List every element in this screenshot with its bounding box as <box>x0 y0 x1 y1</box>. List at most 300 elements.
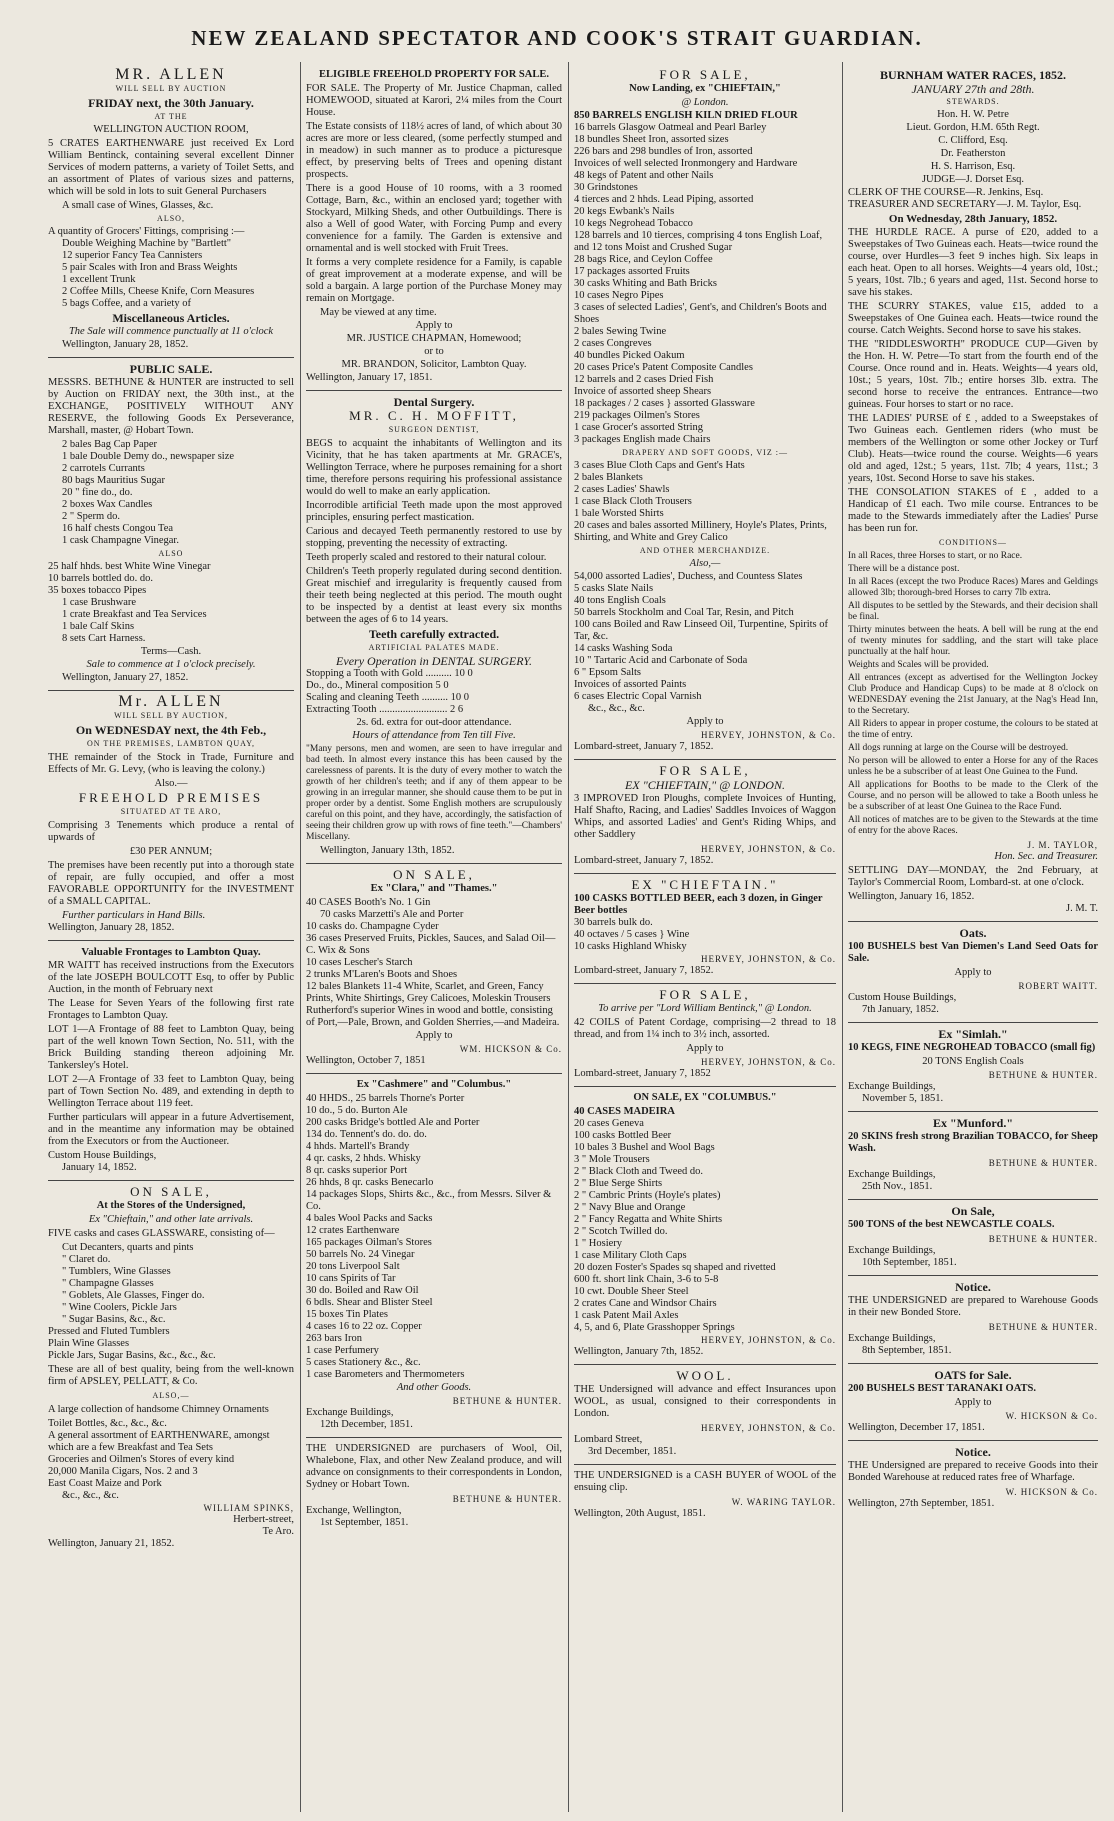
advert-cordage <box>574 984 836 1087</box>
advert-line: 10 do., 5 do. Burton Ale <box>306 1105 408 1116</box>
advert-date: November 5, 1851. <box>862 1093 944 1104</box>
advert-cash-buyer <box>574 1465 836 1526</box>
advert-contact: MR. BRANDON, Solicitor, Lambton Quay. <box>341 359 527 370</box>
advert-body: A large collection of handsome Chimney Ornaments <box>48 1404 269 1415</box>
advert-subhead: DRAPERY AND SOFT GOODS, VIZ :— <box>622 448 788 457</box>
advert-line: 1 excellent Trunk <box>62 274 136 285</box>
advert-signature: HERVEY, JOHNSTON, & Co. <box>701 1335 836 1345</box>
advert-body: The Lease for Seven Years of the following first rate Frontages to Lambton Quay. <box>48 998 294 1021</box>
advert-body: 10 KEGS, FINE NEGROHEAD TOBACCO (small fig) <box>848 1042 1096 1053</box>
advert-spinks <box>48 1181 294 1556</box>
advert-line: 3 " Mole Trousers <box>574 1154 650 1165</box>
advert-subhead: STEWARDS. <box>946 97 1000 106</box>
advert-line: 80 bags Mauritius Sugar <box>62 475 165 486</box>
advert-body: FOR SALE. The Property of Mr. Justice Chapman, called HOMEWOOD, situated at Karori, 2¼ miles from the Court House. <box>306 83 562 118</box>
advert-body: THE Undersigned are prepared to receive Goods into their Bonded Warehouse at reduced rates free of Wharfage. <box>848 1460 1098 1483</box>
advert-address: Custom House Buildings, <box>48 1150 157 1161</box>
advert-further: Further particulars in Hand Bills. <box>62 910 206 921</box>
advert-date: Wellington, December 17, 1851. <box>848 1422 985 1433</box>
advert-line: 6 " Epsom Salts <box>574 667 641 678</box>
advert-hours: Hours of attendance from Ten till Five. <box>352 730 516 741</box>
advert-clara-thames <box>306 864 562 1074</box>
advert-line: 12 crates Earthenware <box>306 1225 400 1236</box>
advert-body: THE remainder of the Stock in Trade, Furniture and Effects of Mr. G. Levy, (who is leaving the colony.) <box>48 752 294 775</box>
advert-line: &c., &c., &c. <box>62 1490 119 1501</box>
advert-date: Wellington, January 13th, 1852. <box>320 845 455 856</box>
advert-line: 8 qr. casks superior Port <box>306 1165 408 1176</box>
advert-wool <box>574 1365 836 1465</box>
advert-line: 1 bale Worsted Shirts <box>574 508 664 519</box>
advert-simlah <box>848 1023 1098 1112</box>
advert-signature-title: Hon. Sec. and Treasurer. <box>994 851 1098 862</box>
advert-line: 12 barrels and 2 cases Dried Fish <box>574 374 714 385</box>
advert-title: ELIGIBLE FREEHOLD PROPERTY FOR SALE. <box>319 69 549 80</box>
advert-body: 3 IMPROVED Iron Ploughs, complete Invoices of Hunting, Half Shafto, Racing, and Ladies' Saddles Invoices of Waggon Whips, and assorted Ladies' and Gent's Riding Whips, and other Saddlery <box>574 793 836 840</box>
advert-line: 10 kegs Negrohead Tobacco <box>574 218 693 229</box>
advert-line: 20 " fine do., do. <box>62 487 133 498</box>
advert-body: The premises have been recently put into a thorough state of repair, are fully occupied, and offer a most FAVORABLE OPPORTUNITY for the INVESTMENT of a SMALL CAPITAL. <box>48 860 294 907</box>
advert-date: 12th December, 1851. <box>320 1419 413 1430</box>
advert-date: 1st September, 1851. <box>320 1517 409 1528</box>
advert-line: 18 packages / 2 cases } assorted Glassware <box>574 398 755 409</box>
price-row: Stopping a Tooth with Gold .......... 10 0 <box>306 668 473 679</box>
advert-line: A quantity of Grocers' Fittings, comprising :— <box>48 226 245 237</box>
advert-date: Wellington, 27th September, 1851. <box>848 1498 995 1509</box>
advert-freehold: FREEHOLD PREMISES <box>78 790 264 805</box>
advert-line: 30 barrels bulk do. <box>574 917 653 928</box>
advert-subtitle: Ex "Chieftain," and other late arrivals. <box>88 1214 254 1225</box>
advert-signature: BETHUNE & HUNTER. <box>988 1234 1098 1244</box>
condition: All dogs running at large on the Course will be destroyed. <box>848 743 1069 753</box>
advert-line: " Wine Coolers, Pickle Jars <box>62 1302 177 1313</box>
advert-line: 1 cask Champagne Vinegar. <box>62 535 179 546</box>
advert-body: THE UNDERSIGNED is a CASH BUYER of WOOL of the ensuing clip. <box>574 1470 836 1493</box>
race-entry: THE SCURRY STAKES, value £15, added to a Sweepstakes of One Guinea each. Heats—twice round the course. Catch Weights. Second horse to save his stakes. <box>848 301 1098 336</box>
advert-ploughs <box>574 760 836 874</box>
advert-line: 128 barrels and 10 tierces, comprising 4 tons English Loaf, and 12 tons Moist and Crushed Sugar <box>574 230 823 253</box>
advert-line: 10 cases Lescher's Starch <box>306 957 413 968</box>
advert-line: 40 CASES MADEIRA <box>574 1106 675 1117</box>
advert-signature: BETHUNE & HUNTER. <box>452 1494 562 1504</box>
advert-body: FIVE casks and cases GLASSWARE, consisting of— <box>48 1228 275 1239</box>
condition: All Riders to appear in proper costume, the colours to be stated at the time of entry. <box>848 719 1098 740</box>
advert-cashmere-columbus <box>306 1074 562 1438</box>
advert-title: Ex "Simlah." <box>938 1027 1008 1041</box>
advert-body: Comprising 3 Tenements which produce a rental of upwards of <box>48 820 294 843</box>
advert-line: Double Weighing Machine by "Bartlett" <box>62 238 232 249</box>
advert-line: 165 packages Oilman's Stores <box>306 1237 432 1248</box>
advert-date: Wellington, January 27, 1852. <box>62 672 189 683</box>
advert-title: Notice. <box>955 1445 991 1459</box>
advert-signature: W. HICKSON & Co. <box>1005 1487 1098 1497</box>
advert-name: MR. C. H. MOFFITT, <box>349 408 519 423</box>
advert-date: Wellington, January 17, 1851. <box>306 372 433 383</box>
advert-date: Wellington, January 28, 1852. <box>48 922 175 933</box>
advert-address: Te Aro. <box>262 1526 294 1537</box>
advert-title: PUBLIC SALE. <box>129 362 213 376</box>
advert-body: 42 COILS of Patent Cordage, comprising—2 thread to 18 thread, and from 1¼ inch to 3½ inch, assorted. <box>574 1017 836 1040</box>
advert-line: 20 kegs Ewbank's Nails <box>574 206 675 217</box>
advert-address: Custom House Buildings, <box>848 992 957 1003</box>
advert-line: 8 sets Cart Harness. <box>62 633 146 644</box>
advert-day: FRIDAY next, the 30th January. <box>88 96 254 110</box>
advert-title: FOR SALE, <box>659 987 751 1002</box>
advert-chieftain-landing <box>574 64 836 760</box>
column-rule <box>842 62 843 1812</box>
advert-subtitle: WILL SELL BY AUCTION, <box>114 711 228 720</box>
race-entry: THE "RIDDLESWORTH" PRODUCE CUP—Given by the Hon. H. W. Petre—To start from the fourth end of the Course. Once round and in. Heats. Weights—4 years old, 10st.; 5 years, 10st. 7lb.; entire horses 3lb. extra. The second horse to receive the entrances. Entrance—two guineas. Four horses to start or no race. <box>848 339 1098 410</box>
advert-misc: Miscellaneous Articles. <box>112 311 230 325</box>
advert-line: &c., &c., &c. <box>588 703 645 714</box>
advert-subhead: CONDITIONS— <box>939 538 1007 547</box>
advert-munford <box>848 1112 1098 1200</box>
advert-oats <box>848 922 1098 1023</box>
advert-line: 4 tierces and 2 hhds. Lead Piping, assorted <box>574 194 754 205</box>
advert-lot: LOT 2—A Frontage of 33 feet to Lambton Quay, being part of Town Section No. 489, and extending in depth to Wellington Terrace about 119 feet. <box>48 1074 294 1109</box>
advert-title: BURNHAM WATER RACES, 1852. <box>880 68 1066 82</box>
advert-line: 17 packages assorted Fruits <box>574 266 690 277</box>
advert-title: MR. ALLEN <box>115 66 227 83</box>
advert-line: 10 cwt. Double Sheer Steel <box>574 1286 689 1297</box>
advert-subtitle: To arrive per "Lord William Bentinck," @ London. <box>598 1003 812 1014</box>
advert-line: 1 case Brushware <box>62 597 137 608</box>
advert-line: 5 pair Scales with Iron and Brass Weights <box>62 262 238 273</box>
advert-body: 20 SKINS fresh strong Brazilian TOBACCO, for Sheep Wash. <box>848 1131 1098 1154</box>
advert-line: " Claret do. <box>62 1254 111 1265</box>
advert-line: 1 bale Calf Skins <box>62 621 135 632</box>
advert-subtitle: At the Stores of the Undersigned, <box>96 1200 246 1211</box>
advert-signature: HERVEY, JOHNSTON, & Co. <box>701 730 836 740</box>
advert-line: 100 cans Boiled and Raw Linseed Oil, Turpentine, Spirits of Tar, &c. <box>574 619 829 642</box>
condition: There will be a distance post. <box>848 564 960 574</box>
advert-address: Lombard Street, <box>574 1434 643 1445</box>
advert-title: Valuable Frontages to Lambton Quay. <box>81 946 261 958</box>
advert-title: ON SALE, EX "COLUMBUS." <box>633 1092 777 1103</box>
advert-line: 2 cases Ladies' Shawls <box>574 484 670 495</box>
advert-line: 30 casks Whiting and Bath Bricks <box>574 278 717 289</box>
advert-body: Incorrodible artificial Teeth made upon the most approved principles, ensuring perfect mastication. <box>306 500 562 523</box>
advert-address: Herbert-street, <box>233 1514 294 1525</box>
advert-address: Exchange Buildings, <box>848 1333 936 1344</box>
advert-line: 20 tons Liverpool Salt <box>306 1261 400 1272</box>
advert-body: MR WAITT has received instructions from the Executors of the late JOSEPH BOULCOTT Esq, to offer by Public Auction, in the month of February next <box>48 960 294 995</box>
steward-name: C. Clifford, Esq. <box>938 135 1008 146</box>
advert-line: 226 bars and 298 bundles of Iron, assorted <box>574 146 753 157</box>
advert-line: Rutherford's superior Wines in wood and bottle, consisting of Port,—Pale, Brown, and Golden Sherries,—and Madeira. <box>306 1005 560 1028</box>
advert-line: 4, 5, and 6, Plate Grasshopper Springs <box>574 1322 735 1333</box>
advert-line: " Goblets, Ale Glasses, Finger do. <box>62 1290 205 1301</box>
advert-apply: Apply to <box>686 716 724 727</box>
advert-body: Carious and decayed Teeth permanently restored to use by stopping, preventing the necessity of extracting. <box>306 526 562 549</box>
advert-line: 219 packages Oilmen's Stores <box>574 410 700 421</box>
advert-title: On Sale, <box>951 1204 995 1218</box>
advert-line: 2 crates Cane and Windsor Chairs <box>574 1298 717 1309</box>
condition: Thirty minutes between the heats. A bell will be rung at the end of twenty minutes for saddling, and the start will take place punctually at the half hour. <box>848 625 1098 657</box>
advert-also: ALSO, <box>157 214 185 223</box>
advert-line: 70 casks Marzetti's Ale and Porter <box>320 909 464 920</box>
advert-line: Toilet Bottles, &c., &c., &c. <box>48 1418 167 1429</box>
advert-note: Sale to commence at 1 o'clock precisely. <box>86 659 256 670</box>
advert-title: Oats. <box>959 926 987 940</box>
advert-line: 2 bales Blankets <box>574 472 643 483</box>
advert-line: 4 cases 16 to 22 oz. Copper <box>306 1321 422 1332</box>
advert-line: 40 bundles Picked Oakum <box>574 350 685 361</box>
advert-treasurer: TREASURER AND SECRETARY—J. M. Taylor, Esq. <box>848 199 1082 210</box>
advert-line: 40 HHDS., 25 barrels Thorne's Porter <box>306 1093 465 1104</box>
advert-frontages <box>48 941 294 1181</box>
advert-body: 20 TONS English Coals <box>922 1056 1024 1067</box>
advert-quote: "Many persons, men and women, are seen to have irregular and bad teeth. In almost every instance this has been caused by the carelessness of parents. It is the duty of every mother to watch the growth of her children's teeth; and if any of them appear to be growing in an irregular manner, she should cause them to be put in proper order by a dentist. Some English mothers are scrupulously careful on this point, and they have, accordingly, the satisfaction of seeing their children grow up with rows of fine teeth."—Chambers' Miscellany. <box>306 744 562 842</box>
advert-signature: WILLIAM SPINKS, <box>203 1503 294 1513</box>
advert-title: FOR SALE, <box>659 67 751 82</box>
advert-situated: SITUATED AT TE ARO, <box>120 807 222 816</box>
advert-line: 10 barrels bottled do. do. <box>48 573 153 584</box>
advert-line: 2 carrotels Currants <box>62 463 145 474</box>
advert-line: 14 casks Washing Soda <box>574 643 673 654</box>
advert-line: 5 cases Stationery &c., &c. <box>306 1357 421 1368</box>
advert-body: 500 TONS of the best NEWCASTLE COALS. <box>848 1219 1055 1230</box>
advert-body: It forms a very complete residence for a Family, is capable of great improvement at a moderate expense, and will be sold a bargain. A large portion of the Purchase Money may remain on Mortgage. <box>306 257 562 304</box>
column-2 <box>306 64 562 1809</box>
advert-line: 14 packages Slops, Shirts &c., &c., from Messrs. Silver & Co. <box>306 1189 552 1212</box>
advert-line: A small case of Wines, Glasses, &c. <box>62 200 214 211</box>
advert-line: 35 boxes tobacco Pipes <box>48 585 147 596</box>
advert-signature: BETHUNE & HUNTER. <box>988 1158 1098 1168</box>
advert-note: The Sale will commence punctually at 11 o'clock <box>68 326 274 337</box>
advert-body: THE Undersigned will advance and effect Insurances upon WOOL, as usual, consigned to their correspondents in London. <box>574 1384 836 1419</box>
advert-line: 50 barrels Stockholm and Coal Tar, Resin, and Pitch <box>574 607 794 618</box>
advert-signature: HERVEY, JOHNSTON, & Co. <box>701 1057 836 1067</box>
advert-line: 100 casks Bottled Beer <box>574 1130 672 1141</box>
advert-subtitle: @ London. <box>681 97 729 108</box>
advert-initials: J. M. T. <box>1066 903 1098 914</box>
race-entry: THE LADIES' PURSE of £ , added to a Sweepstakes of Two Guineas each. Gentlemen riders (who must be members of the Wellington or some other Jockey or Turf Club). Heats—twice round the course. Weights—6 years old and aged, 12st.; 5 years, 11st. 7lb; 4 years, 11st.; 3 years, 10st. Second Horse to save his stakes. <box>848 413 1098 484</box>
advert-line: Invoices of well selected Ironmongery and Hardware <box>574 158 798 169</box>
advert-line: 134 do. Tennent's do. do. do. <box>306 1129 427 1140</box>
advert-line: 2 " Cambric Prints (Hoyle's plates) <box>574 1190 721 1201</box>
advert-date: Wellington, October 7, 1851 <box>306 1055 426 1066</box>
advert-signature: W. HICKSON & Co. <box>1005 1411 1098 1421</box>
advert-coals <box>848 1200 1098 1276</box>
condition: All disputes to be settled by the Stewards, and their decision shall be final. <box>848 601 1098 622</box>
advert-line: 2 " Fancy Regatta and White Shirts <box>574 1214 723 1225</box>
advert-line: 40 octaves / 5 cases } Wine <box>574 929 690 940</box>
advert-date: Wellington, January 28, 1852. <box>62 339 189 350</box>
advert-title: ON SALE, <box>393 867 475 882</box>
condition: All notices of matches are to be given to the Stewards at the time of entry for the above Races. <box>848 815 1098 836</box>
advert-line: Groceries and Oilmen's Stores of every kind <box>48 1454 235 1465</box>
advert-date: January 14, 1852. <box>62 1162 137 1173</box>
column-1 <box>48 64 294 1809</box>
condition: Weights and Scales will be provided. <box>848 660 989 670</box>
advert-line: East Coast Maize and Pork <box>48 1478 162 1489</box>
advert-line: 48 kegs of Patent and other Nails <box>574 170 714 181</box>
advert-title: Dental Surgery. <box>393 395 475 409</box>
advert-date: Lombard-street, January 7, 1852. <box>574 965 714 976</box>
advert-rent: £30 PER ANNUM; <box>129 846 213 857</box>
advert-line: 50 barrels No. 24 Vinegar <box>306 1249 415 1260</box>
advert-allen-wednesday <box>48 691 294 941</box>
steward-name: Hon. H. W. Petre <box>937 109 1009 120</box>
advert-subhead: ARTIFICIAL PALATES MADE. <box>368 643 500 652</box>
advert-line: 4 bales Wool Packs and Sacks <box>306 1213 433 1224</box>
advert-line: 12 bales Blankets 11-4 White, Scarlet, and Green, Fancy Prints, White Shirtings, Grey Calicoes, Moleskin Trousers <box>306 981 551 1004</box>
advert-line: 25 half hhds. best White Wine Vinegar <box>48 561 211 572</box>
advert-line: 1 case Military Cloth Caps <box>574 1250 687 1261</box>
advert-signature: ROBERT WAITT. <box>1018 981 1098 991</box>
advert-contact: MR. JUSTICE CHAPMAN, Homewood; <box>346 333 522 344</box>
advert-line: 3 packages English made Chairs <box>574 434 711 445</box>
advert-also: Also.— <box>154 778 188 789</box>
advert-title: EX "CHIEFTAIN." <box>631 877 779 892</box>
advert-signature: HERVEY, JOHNSTON, & Co. <box>701 844 836 854</box>
advert-body: Teeth properly scaled and restored to their natural colour. <box>306 552 547 563</box>
advert-line: 40 CASES Booth's No. 1 Gin <box>306 897 431 908</box>
advert-line: 1 cask Patent Mail Axles <box>574 1310 679 1321</box>
advert-line: 10 cases Negro Pipes <box>574 290 664 301</box>
advert-day: On Wednesday, 28th January, 1852. <box>888 213 1058 225</box>
advert-freehold-property <box>306 64 562 391</box>
advert-address: Exchange, Wellington, <box>306 1505 402 1516</box>
advert-address: Exchange Buildings, <box>848 1081 936 1092</box>
advert-judge: JUDGE—J. Dorset Esq. <box>921 174 1025 185</box>
advert-line: 4 hhds. Martell's Brandy <box>306 1141 410 1152</box>
advert-subhead: Teeth carefully extracted. <box>368 627 500 641</box>
advert-line: 1 case Perfumery <box>306 1345 379 1356</box>
advert-line: 2 Coffee Mills, Cheese Knife, Corn Measures <box>62 286 255 297</box>
advert-subtitle: WILL SELL BY AUCTION <box>115 84 227 93</box>
advert-line: 20 cases and bales assorted Millinery, Hoyle's Plates, Prints, Shirting, and White and Grey Calico <box>574 520 827 543</box>
advert-body: These are all of best quality, being from the well-known firm of APSLEY, PELLATT, & Co. <box>48 1364 294 1387</box>
advert-apply: Apply to <box>415 320 453 331</box>
advert-races <box>848 64 1098 922</box>
advert-title: WOOL. <box>676 1368 734 1383</box>
advert-line: 2 " Sperm do. <box>62 511 120 522</box>
advert-line: 850 BARRELS ENGLISH KILN DRIED FLOUR <box>574 110 798 121</box>
advert-line: 263 bars Iron <box>306 1333 362 1344</box>
condition: In all Races (except the two Produce Races) Mares and Geldings allowed 3lb; thorough-bred Horses to carry 7lb extra. <box>848 577 1098 598</box>
advert-also: Also,— <box>689 558 721 569</box>
advert-line: 6 cases Electric Copal Varnish <box>574 691 702 702</box>
advert-line: 30 do. Boiled and Raw Oil <box>306 1285 419 1296</box>
advert-title: OATS for Sale. <box>934 1368 1012 1382</box>
advert-line: 28 bags Rice, and Ceylon Coffee <box>574 254 713 265</box>
advert-line: 2 " Scotch Twilled do. <box>574 1226 668 1237</box>
price-row: Do., do., Mineral composition 5 0 <box>306 680 449 691</box>
advert-signature: HERVEY, JOHNSTON, & Co. <box>701 954 836 964</box>
race-entry: THE HURDLE RACE. A purse of £20, added to a Sweepstakes of Two Guineas each. Heats—twice round the course, over Hurdles—3 feet 9 inches high. Six leaps in each heat. Open to all horses. Weights—4 years old, 10st.; 5 years, 10st. 7lb.; 6 years and aged, 11st. Second horse to save his stakes. <box>848 227 1098 298</box>
advert-line: 2 " Black Cloth and Tweed do. <box>574 1166 704 1177</box>
advert-line: 2 " Navy Blue and Orange <box>574 1202 686 1213</box>
advert-line: 12 superior Fancy Tea Cannisters <box>62 250 203 261</box>
advert-line: 1 case Barometers and Thermometers <box>306 1369 465 1380</box>
advert-allen-friday <box>48 64 294 358</box>
advert-body: 200 BUSHELS BEST TARANAKI OATS. <box>848 1383 1036 1394</box>
advert-line: 10 casks Highland Whisky <box>574 941 687 952</box>
advert-oats-taranaki <box>848 1364 1098 1441</box>
advert-line: Invoices of assorted Paints <box>574 679 687 690</box>
advert-line: 5 casks Slate Nails <box>574 583 654 594</box>
advert-bottled-beer <box>574 874 836 984</box>
advert-line: " Tumblers, Wine Glasses <box>62 1266 171 1277</box>
advert-title: Mr. ALLEN <box>118 693 224 710</box>
advert-address: Exchange Buildings, <box>306 1407 394 1418</box>
advert-line: 1 " Hosiery <box>574 1238 623 1249</box>
advert-line: 3 cases Blue Cloth Caps and Gent's Hats <box>574 460 745 471</box>
advert-terms: Terms—Cash. <box>140 646 202 657</box>
advert-line: Cut Decanters, quarts and pints <box>62 1242 194 1253</box>
advert-signature: W. WARING TAYLOR. <box>731 1497 836 1507</box>
advert-date: 7th January, 1852. <box>862 1004 939 1015</box>
advert-signature: BETHUNE & HUNTER. <box>988 1070 1098 1080</box>
advert-line: 20 cases Geneva <box>574 1118 644 1129</box>
advert-title: ON SALE, <box>130 1184 212 1199</box>
advert-address: Exchange Buildings, <box>848 1169 936 1180</box>
advert-body: There is a good House of 10 rooms, with a 3 roomed Cottage, Barn, &c., within an enclosed yard; together with Stockyard, Milking Sheds, and other Outbuildings. There is also a Well of good Water, with Forcing Pump and every convenience for a family. The Garden is extensive and ornamental and is well stocked with Fruit Trees. <box>306 183 562 254</box>
advert-line: 20,000 Manila Cigars, Nos. 2 and 3 <box>48 1466 198 1477</box>
race-entry: THE CONSOLATION STAKES of £ , added to a Handicap of £1 each. Two mile course. Entrances to be made to the Stewards immediately after the Ladies' Purse has been run for. <box>848 487 1098 534</box>
advert-date: Wellington, 20th August, 1851. <box>574 1508 706 1519</box>
advert-line: 2 bales Sewing Twine <box>574 326 667 337</box>
advert-line: Pressed and Fluted Tumblers <box>48 1326 170 1337</box>
advert-subtitle: EX "CHIEFTAIN," @ LONDON. <box>625 778 785 792</box>
advert-date: Wellington, January 21, 1852. <box>48 1538 175 1549</box>
advert-body: BEGS to acquaint the inhabitants of Wellington and its Vicinity, that he has taken apartments at Mr. GRACE's, Wellington Terrace, where he purposes remaining for a short time, therefore persons requiring his professional assistance would do well to make an early application. <box>306 438 562 497</box>
advert-line: 1 case Grocer's assorted String <box>574 422 704 433</box>
advert-body: The Estate consists of 118½ acres of land, of which about 30 acres are more or less cleared, (some perfectly stumped and in meadow) in such manner as to produce a picturesque effect, by preserving belts of Trees and opening distant prospects. <box>306 121 562 180</box>
advert-body: 100 BUSHELS best Van Diemen's Land Seed Oats for Sale. <box>848 941 1098 964</box>
advert-date: Lombard-street, January 7, 1852. <box>574 741 714 752</box>
advert-day: On WEDNESDAY next, the 4th Feb., <box>75 723 267 737</box>
advert-body: MESSRS. BETHUNE & HUNTER are instructed to sell by Auction on FRIDAY next, the 30th inst., at the EXCHANGE, POSITIVELY WITHOUT ANY RESERVE, the following Goods Ex Perseverance, Marshall, master, @ Hobart Town. <box>48 377 294 436</box>
advert-line: Invoice of assorted sheep Shears <box>574 386 712 397</box>
advert-line: 18 bundles Sheet Iron, assorted sizes <box>574 134 729 145</box>
advert-line: " Champagne Glasses <box>62 1278 154 1289</box>
condition: No person will be allowed to enter a Horse for any of the Races unless he be a subscriber of at least One Guinea to the Fund. <box>848 756 1098 777</box>
advert-line: 3 cases of selected Ladies', Gent's, and Children's Boots and Shoes <box>574 302 827 325</box>
advert-signature: J. M. TAYLOR, <box>1027 840 1098 850</box>
advert-line: 2 bales Bag Cap Paper <box>62 439 158 450</box>
advert-line: " Sugar Basins, &c., &c. <box>62 1314 166 1325</box>
advert-line: 26 hhds, 8 qr. casks Benecarlo <box>306 1177 434 1188</box>
advert-body: Further particulars will appear in a future Advertisement, and in the meantime any information may be obtained from the Executors or from the Auctioneer. <box>48 1112 294 1147</box>
advert-view: May be viewed at any time. <box>320 307 437 318</box>
advert-date: 10th September, 1851. <box>862 1257 957 1268</box>
advert-body: 5 CRATES EARTHENWARE just received Ex Lord William Bentinck, containing several excellent Dinner Services of modern patterns, a variety of Toilet Setts, and an assortment of Plates of various sizes and patterns, which will be sold in lots to suit General Purchasers <box>48 138 294 197</box>
advert-public-sale <box>48 358 294 691</box>
advert-line: Pickle Jars, Sugar Basins, &c., &c., &c. <box>48 1350 216 1361</box>
advert-date: 3rd December, 1851. <box>588 1446 677 1457</box>
column-4 <box>848 64 1098 1809</box>
column-3 <box>574 64 836 1809</box>
advert-line: 54,000 assorted Ladies', Duchess, and Countess Slates <box>574 571 803 582</box>
advert-line: 1 crate Breakfast and Tea Services <box>62 609 207 620</box>
advert-line: 200 casks Bridge's bottled Ale and Porter <box>306 1117 480 1128</box>
advert-extra: 2s. 6d. extra for out-door attendance. <box>356 717 512 728</box>
advert-line: 30 Grindstones <box>574 182 638 193</box>
advert-line: 2 boxes Wax Candles <box>62 499 153 510</box>
advert-date: Wellington, January 16, 1852. <box>848 891 975 902</box>
advert-line: 36 cases Preserved Fruits, Pickles, Sauces, and Salad Oil—C. Wix & Sons <box>306 933 556 956</box>
advert-body: Children's Teeth properly regulated during second dentition. Great mischief and irregularity is frequently caused from their teeth being neglected at this period. The mouth ought to be inspected by a dentist at least every six months between the ages of 6 to 14 years. <box>306 566 562 625</box>
advert-apply: Apply to <box>686 1043 724 1054</box>
advert-line: 16 barrels Glasgow Oatmeal and Pearl Barley <box>574 122 767 133</box>
advert-other: And other Goods. <box>396 1382 472 1393</box>
advert-line: 15 boxes Tin Plates <box>306 1309 388 1320</box>
advert-line: 2 " Blue Serge Shirts <box>574 1178 663 1189</box>
advert-line: 40 tons English Coals <box>574 595 666 606</box>
advert-also: ALSO,— <box>152 1391 190 1400</box>
